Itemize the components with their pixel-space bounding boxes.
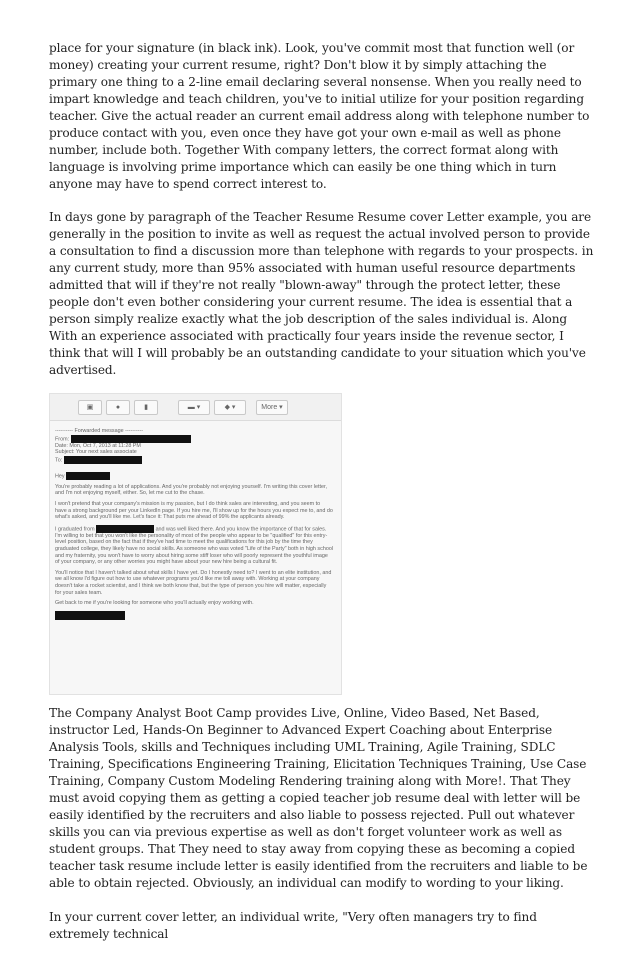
folder-icon: ▬ ▾ (178, 400, 210, 415)
paragraph-boot-camp: The Company Analyst Boot Camp provides Live, Online, Video Based, Net Based, instructor Led, Hands-On Beginner to Advanced Expert Coaching about Enterprise Analysis Tools, skills and Techniques including UML Training, Agile Training, SDLC Training, Specifications Engineering Training, Elicitation Techniques Training, Use Case Training, Company Custom Modeling Rendering training along with More!. That They must avoid copying them as getting a copied teacher job resume deal with letter will be easily identified by the recruiters and also liable to possess rejected. Pull out whatever skills you can via previous expertise as well as don't forget volunteer work as well as student groups. That They need to stay away from copying these as becoming a copied teacher task resume include letter is easily identified from the recruiters and liable to be able to obtain rejected. Obviously, an individual can modify to wording to your liking. (49, 706, 588, 890)
delete-icon: ▮ (134, 400, 158, 415)
email-to: To: (55, 456, 333, 464)
more-menu: More ▾ (256, 400, 288, 415)
email-signature (55, 611, 333, 620)
redaction-bar (71, 435, 191, 443)
email-paragraph: Get back to me if you're looking for someone who you'll actually enjoy working with. (55, 600, 254, 607)
email-screenshot (49, 393, 342, 695)
label-icon: ◆ ▾ (214, 400, 246, 415)
redaction-bar (64, 456, 142, 464)
email-forwarded-line: ---------- Forwarded message ---------- (55, 428, 144, 434)
email-toolbar (50, 394, 341, 421)
email-paragraph: I won't pretend that your company's mission is my passion, but I do think sales are interesting, and you seem to have a strong background per your LinkedIn page. If you hire me, I'll show up for the hours you expect me to, and do what's asked, and you'll like me. Let's face it: That puts me ahead of 99% the applicants already. (55, 501, 333, 521)
archive-icon: ▣ (78, 400, 102, 415)
email-subject: Subject: Your next sales associate (55, 449, 137, 456)
email-greeting: Hey (55, 472, 333, 480)
document-page (49, 40, 597, 960)
paragraph-teacher-resume: In days gone by paragraph of the Teacher Resume Resume cover Letter example, you are generally in the position to invite as well as request the actual involved person to provide a consultation to find a discussion more than telephone with regards to your prospects. in any current study, more than 95% associated with human useful resource departments admitted that will if they're not really "blown-away" through the protect letter, these people don't even bother considering your current resume. The idea is essential that a person simply realize exactly what the job description of the sales individual is. Along With an experience associated with practically four years inside the revenue sector, I think that will I will probably be an outstanding candidate to your situation which you've advertised. (49, 210, 594, 377)
email-from: From: (55, 435, 333, 443)
report-icon: ● (106, 400, 130, 415)
email-date: Date: Mon, Oct 7, 2013 at 11:28 PM (55, 442, 141, 449)
email-paragraph: You're probably reading a lot of applications. And you're probably not enjoying yourself. I'm writing this cover letter, and I'm not enjoying myself, either. So, let me cut to the chase. (55, 483, 327, 497)
email-paragraph: You'll notice that I haven't talked about what skills I have yet. Do I honestly need to? I went to an elite institution, and we all know I'd figure out how to use whatever programs you'd like me toll away with. Working at your company doesn't take a rocket scientist, and I think we both know that, but the type of person you hire will matter, especially for your sales team. (55, 569, 332, 596)
email-paragraph: I graduated from and was well liked there. And you know the importance of that for sales. I'm willing to bet that you won't like the personality of most of the people who appear to be "qualified" for this entry-level position, based on the fact that if they've had time to meet the qualifications for this job by the time they graduated college, they likely have no social skills. As someone who was voted "Life of the Party" both in high school and my fraternity, you won't have to worry about hiring some stiff loser who will poorly represent the youthful image of your company, or any other worries you might have about your new hire being a cultural fit. (55, 526, 334, 566)
email-body (55, 428, 333, 624)
paragraph-signature: place for your signature (in black ink). Look, you've commit most that function well (or money) creating your current resume, right? Don't blow it by simply attaching the primary one thing to a 2-line email declaring several nonsense. When you really need to impart knowledge and teach children, you've to initial utilize for your position regarding teacher. Give the actual reader an current email address along with telephone number to produce contact with you, even once they have got your own e-mail as well as phone number, include both. Together With company letters, the correct format along with language is involving prime importance which can easily be one thing which in turn anyone may have to spend correct interest to. (49, 41, 590, 191)
redaction-bar (96, 525, 154, 533)
redaction-bar (66, 472, 110, 480)
paragraph-cover-letter: In your current cover letter, an individual write, "Very often managers try to find extremely technical (49, 910, 537, 941)
redaction-bar (55, 611, 125, 620)
